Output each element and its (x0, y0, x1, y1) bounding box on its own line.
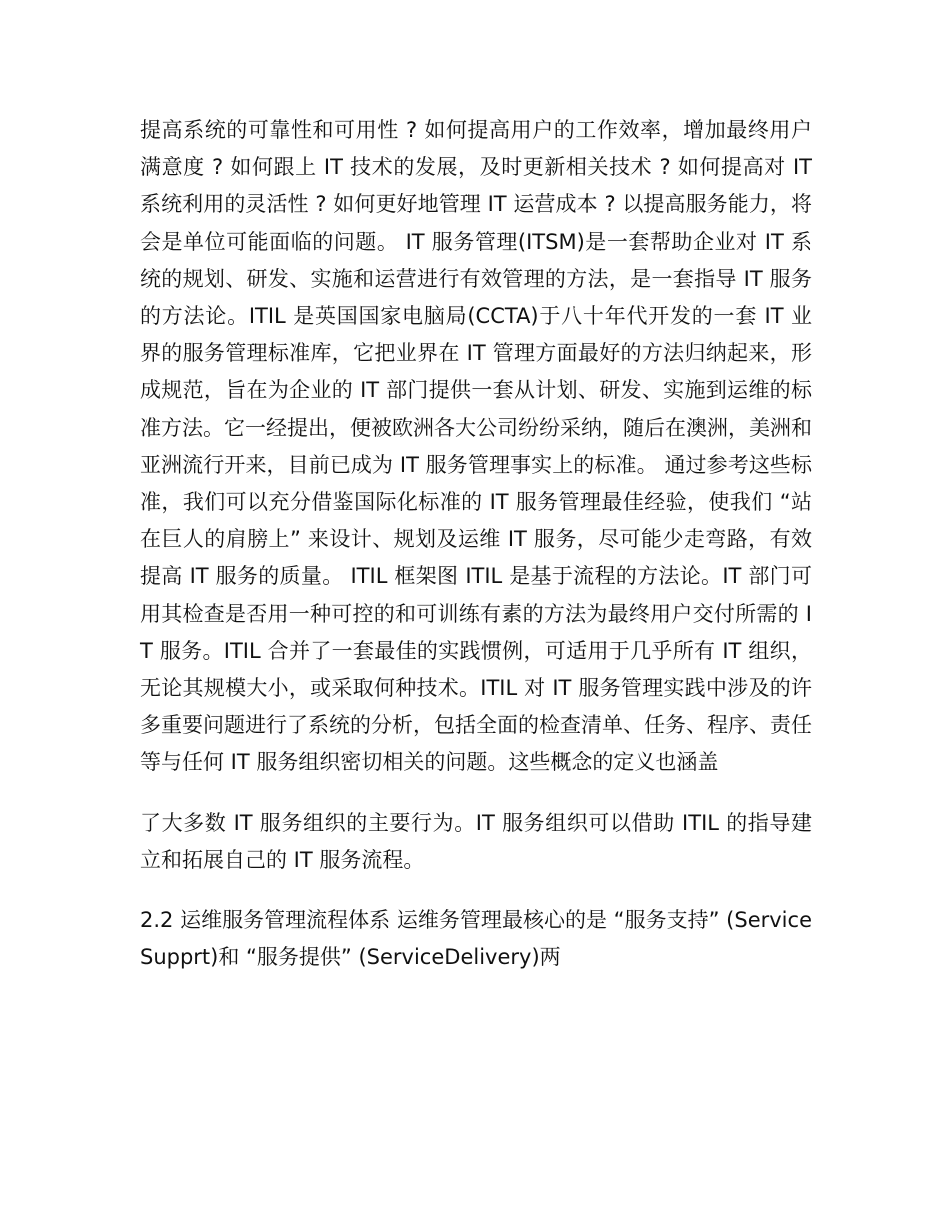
document-page (140, 112, 812, 976)
paragraph-itil-behavior: 了大多数 IT 服务组织的主要行为。IT 服务组织可以借助 ITIL 的指导建立和拓展自己的 IT 服务流程。 (140, 810, 812, 872)
paragraph-section-2-2: 2.2 运维服务管理流程体系 运维务管理最核心的是 “服务支持” (ServiceSupprt)和 “服务提供” (ServiceDelivery)两 (140, 908, 812, 970)
paragraph-itsm-intro: 提高系统的可靠性和可用性 ? 如何提高用户的工作效率，增加最终用户满意度 ? 如何跟上 IT 技术的发展，及时更新相关技术 ? 如何提高对 IT 系统利用的灵活性 ? 如何更好地管理 IT 运营成本 ? 以提高服务能力，将会是单位可能面临的问题。 IT 服务管理(ITSM)是一套帮助企业对 IT 系统的规划、研发、实施和运营进行有效管理的方法，是一套指导 IT 服务的方法论。ITIL 是英国国家电脑局(CCTA)于八十年代开发的一套 IT 业界的服务管理标准库，它把业界在 IT 管理方面最好的方法归纳起来，形成规范，旨在为企业的 IT 部门提供一套从计划、研发、实施到运维的标准方法。它一经提出，便被欧洲各大公司纷纷采纳，随后在澳洲，美洲和亚洲流行开来，目前已成为 IT 服务管理事实上的标准。 通过参考这些标准，我们可以充分借鉴国际化标准的 IT 服务管理最佳经验，使我们 “站在巨人的肩膀上” 来设计、规划及运维 IT 服务，尽可能少走弯路，有效提高 IT 服务的质量。 ITIL 框架图 ITIL 是基于流程的方法论。IT 部门可用其检查是否用一种可控的和可训练有素的方法为最终用户交付所需的 IT 服务。ITIL 合并了一套最佳的实践惯例，可适用于几乎所有 IT 组织，无论其规模大小，或采取何种技术。ITIL 对 IT 服务管理实践中涉及的许多重要问题进行了系统的分析，包括全面的检查清单、任务、程序、责任等与任何 IT 服务组织密切相关的问题。这些概念的定义也涵盖 (140, 118, 812, 775)
